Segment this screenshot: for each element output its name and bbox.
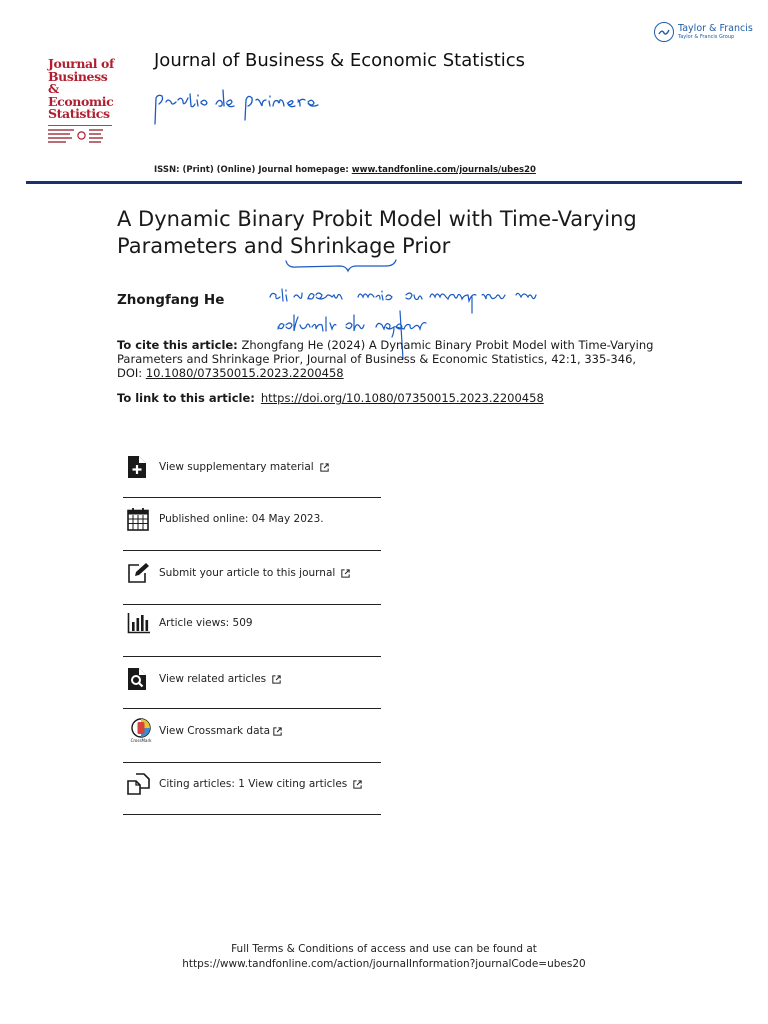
published-online-label: Published online: 04 May 2023. [159, 513, 324, 525]
article-views-label: Article views: 509 [159, 617, 253, 629]
article-views-row [123, 606, 381, 640]
cover-fine-print [48, 129, 118, 143]
article-doi-link[interactable]: https://doi.org/10.1080/07350015.2023.2200458 [260, 391, 544, 405]
list-divider [123, 762, 381, 763]
article-link-block [117, 391, 544, 405]
terms-link[interactable]: https://www.tandfonline.com/action/journalInformation?journalCode=ubes20 [182, 958, 586, 970]
published-online-row [123, 502, 381, 536]
crossmark-row[interactable] [123, 714, 381, 748]
cover-title-line: Statistics [48, 106, 110, 121]
cite-text: Zhongfang He (2024) A Dynamic Binary Probit Model with Time-Varying Parameters and Shrinkage Prior, Journal of Business & Economic Statistics, 42:1, 335-346, DOI: [117, 338, 654, 380]
list-divider [123, 708, 381, 709]
publisher-logo[interactable] [654, 22, 753, 42]
external-link-icon [340, 568, 351, 579]
header-divider [26, 181, 742, 184]
publisher-logo-icon [654, 22, 674, 42]
journal-cover-thumbnail [48, 58, 118, 130]
submit-article-row[interactable] [123, 556, 381, 590]
issn-label: ISSN: (Print) (Online) Journal homepage: [154, 165, 352, 175]
external-link-icon [272, 726, 283, 737]
external-link-icon [319, 462, 330, 473]
citing-articles-row[interactable] [123, 767, 381, 801]
publisher-subtitle: Taylor & Francis Group [678, 34, 735, 40]
cover-title-line: Journal of [48, 56, 114, 71]
list-divider [123, 550, 381, 551]
bar-chart-icon [127, 610, 155, 636]
cover-title-line: Economic [48, 93, 114, 109]
search-document-icon [127, 666, 155, 692]
edit-icon [127, 560, 155, 586]
list-divider [123, 814, 381, 815]
handwritten-header-note [150, 84, 330, 140]
cite-label: To cite this article: [117, 338, 238, 352]
cover-seal-icon [77, 131, 86, 140]
submit-article-label: Submit your article to this journal [159, 567, 336, 579]
crossmark-icon [127, 718, 155, 744]
terms-footer [0, 942, 768, 972]
related-articles-label: View related articles [159, 673, 267, 685]
crossmark-caption: CrossMark [130, 738, 152, 743]
citation-block [117, 338, 657, 380]
supplementary-material-label: View supplementary material [159, 461, 314, 473]
calendar-icon [127, 506, 155, 532]
citing-articles-label: Citing articles: 1 View citing articles [159, 778, 348, 790]
list-divider [123, 497, 381, 498]
article-title: A Dynamic Binary Probit Model with Time-Varying Parameters and Shrinkage Prior [117, 207, 637, 258]
citing-articles-icon [127, 771, 155, 797]
journal-homepage-link[interactable]: www.tandfonline.com/journals/ubes20 [351, 165, 536, 175]
supplementary-material-row[interactable] [123, 450, 381, 484]
link-label: To link to this article: [117, 391, 255, 405]
list-divider [123, 604, 381, 605]
crossmark-label: View Crossmark data [159, 725, 271, 737]
external-link-icon [271, 674, 282, 685]
list-divider [123, 656, 381, 657]
related-articles-row[interactable] [123, 662, 381, 696]
footer-line: Full Terms & Conditions of access and use can be found at [231, 943, 537, 955]
issn-homepage-line [154, 165, 536, 175]
cover-title-line: Business & [48, 68, 108, 96]
cover-divider [48, 125, 112, 126]
plus-document-icon [127, 454, 155, 480]
external-link-icon [352, 779, 363, 790]
journal-title: Journal of Business & Economic Statistics [154, 50, 526, 71]
publisher-name: Taylor & Francis [678, 23, 753, 34]
article-author: Zhongfang He [117, 292, 225, 308]
doi-link[interactable]: 10.1080/07350015.2023.2200458 [145, 366, 344, 380]
